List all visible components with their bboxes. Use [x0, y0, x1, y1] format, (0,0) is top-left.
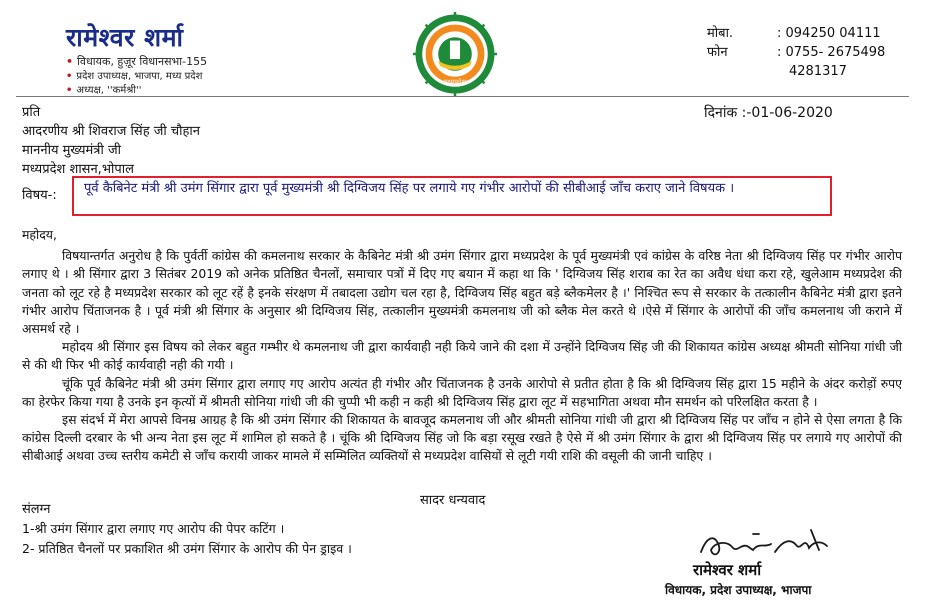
contact-block [707, 24, 885, 81]
bullet-icon: • [66, 85, 73, 96]
signatory-designation: विधायक, प्रदेश उपाध्यक्ष, भाजपा [665, 583, 812, 597]
closing-thanks: सादर धन्यवाद [420, 493, 486, 508]
bullet-icon: • [66, 55, 74, 68]
subject-label: विषय-: [22, 188, 57, 203]
body-paragraph-4: इस संदर्भ में मेरा आपसे विनम्र आग्रह है कि श्री उमंग सिंगार की शिकायत के बावजूद कमलनाथ जी और श्रीमती सोनिया गांधी जी द्वारा श्री दिग्विजय सिंह पर जाँच न होने से ऐसा लगता है कि कांग्रेस दिल्ली दरबार के भी अन्य नेता इस लूट में शामिल हो सकते है । चूंकि श्री दिग्विजय सिंह जो कि बड़ा रसूख रखते है ऐसे में श्री उमंग सिंगार के द्वारा श्री दिग्विजय सिंह पर लगाये गए आरोपों की सीबीआई अथवा उच्च स्तरीय कमेटी से जाँच करायी जाकर मामले में सम्मिलित व्यक्तियों से मध्यप्रदेश वासियों से लूटी गयी राशि की वसूली की जानी चाहिए । [22, 412, 902, 464]
enclosure-item-2: 2- प्रतिष्ठित चैनलों पर प्रकाशित श्री उमंग सिंगार के आरोप की पेन ड्राइव । [22, 541, 352, 556]
addressee-line-2: माननीय मुख्यमंत्री जी [22, 143, 121, 158]
addressee-line-1: आदरणीय श्री शिवराज सिंह जी चौहान [22, 124, 200, 139]
signatory-name: रामेश्वर शर्मा [693, 561, 762, 579]
enclosure-heading: संलग्न [22, 502, 51, 517]
letterhead-line-3 [66, 82, 141, 96]
subject-box: पूर्व कैबिनेट मंत्री श्री उमंग सिंगार द्वारा पूर्व मुख्यमंत्री श्री दिग्विजय सिंह पर लगाये गए गंभीर आरोपों की सीबीआई जाँच कराए जाने विषयक । [72, 176, 832, 216]
emblem-text: मध्यप्रदेश [443, 78, 467, 87]
salutation: महोदय, [22, 227, 57, 242]
body-paragraph-3: चूंकि पूर्व कैबिनेट मंत्री श्री उमंग सिंगार द्वारा लगाए गए आरोप अत्यंत ही गंभीर और चिंताजनक है उनके आरोपो से प्रतीत होता है कि श्री दिग्विजय सिंह द्वारा 15 महीने के अंदर करोड़ों रुपए का हेरफेर किया गया है उनके इन कृत्यों में श्रीमती सोनिया गांधी जी की चुप्पी भी कही न कही श्री दिग्विजय सिंह द्वारा लूट में सहभागिता अथवा मौन समर्थन को परिलक्षित करता है । [22, 375, 902, 409]
body-paragraph-2: महोदय श्री सिंगार इस विषय को लेकर बहुत गम्भीर थे कमलनाथ जी द्वारा कार्यवाही नही किये जाने की दशा में उन्होंने दिग्विजय सिंह जी की शिकायत कांग्रेस अध्यक्ष श्रीमती सोनिया गांधी जी से की थी फिर भी कोई कार्यवाही नही की गयी । [22, 339, 902, 373]
body-paragraph-1: विषयान्तर्गत अनुरोध है कि पुर्वर्ती कांग्रेस की कमलनाथ सरकार के कैबिनेट मंत्री श्री उमंग सिंगार द्वारा मध्यप्रदेश के पूर्व मुख्यमंत्री एवं कांग्रेस के वरिष्ठ नेता श्री दिग्विजय सिंह पर गंभीर आरोप लगाए थे । श्री सिंगार द्वारा 3 सितंबर 2019 को अनेक प्रतिष्ठित चैनलों, समाचार पत्रों में दिए गए बयान में कहा था कि ' दिग्विजय सिंह शराब का रेत का अवैध धंधा करा रहे, खुलेआम मध्यप्रदेश की जनता को लूट रहे है मध्यप्रदेश सरकार को लूट रहें है इनके संरक्षण में तबादला उद्योग चल रहा है, दिग्विजय सिंह बहुत बड़े ब्लैकमेलर है ।' निश्चित रूप से सरकार के तत्कालीन कैबिनेट मंत्री द्वारा इतने गंभीर आरोप चिंताजनक है । पूर्व मंत्री श्री सिंगार के अनुसार श्री दिग्विजय सिंह, तत्कालीन मुख्यमंत्री कमलनाथ जी को ब्लैक मेल करते थे ।ऐसे में सिंगार के आरोपों की जाँच कमलनाथ जी कराने में असमर्थ रहे । [22, 248, 902, 337]
addressee-line-3: मध्यप्रदेश शासन,भोपाल [22, 162, 134, 177]
mobile-number: : 094250 04111 [777, 26, 881, 41]
letterhead-line-2 [66, 68, 202, 82]
madhya-pradesh-emblem-icon [413, 12, 497, 96]
enclosure-item-1: 1-श्री उमंग सिंगार द्वारा लगाए गए आरोप की पेपर कटिंग । [22, 521, 285, 536]
letter-date: दिनांक :-01-06-2020 [704, 105, 833, 121]
letterhead-line-1 [66, 54, 207, 69]
phone-label: फोन [707, 45, 728, 60]
phone-number-2: 4281317 [789, 64, 847, 79]
letterhead-line-3-text: अध्यक्ष, ''कर्मश्री'' [76, 85, 142, 96]
letterhead-line-1-text: विधायक, हुज़ूर विधानसभा-155 [77, 55, 208, 68]
letterhead-line-2-text: प्रदेश उपाध्यक्ष, भाजपा, मध्य प्रदेश [76, 71, 203, 82]
letter-body [22, 226, 902, 466]
prati-label: प्रति [22, 105, 41, 120]
bullet-icon: • [66, 71, 73, 82]
header-divider [16, 96, 909, 97]
letterhead-name: रामेश्वर शर्मा [66, 23, 184, 52]
phone-number: : 0755- 2675498 [777, 45, 886, 60]
mobile-label: मोबा. [707, 26, 734, 41]
